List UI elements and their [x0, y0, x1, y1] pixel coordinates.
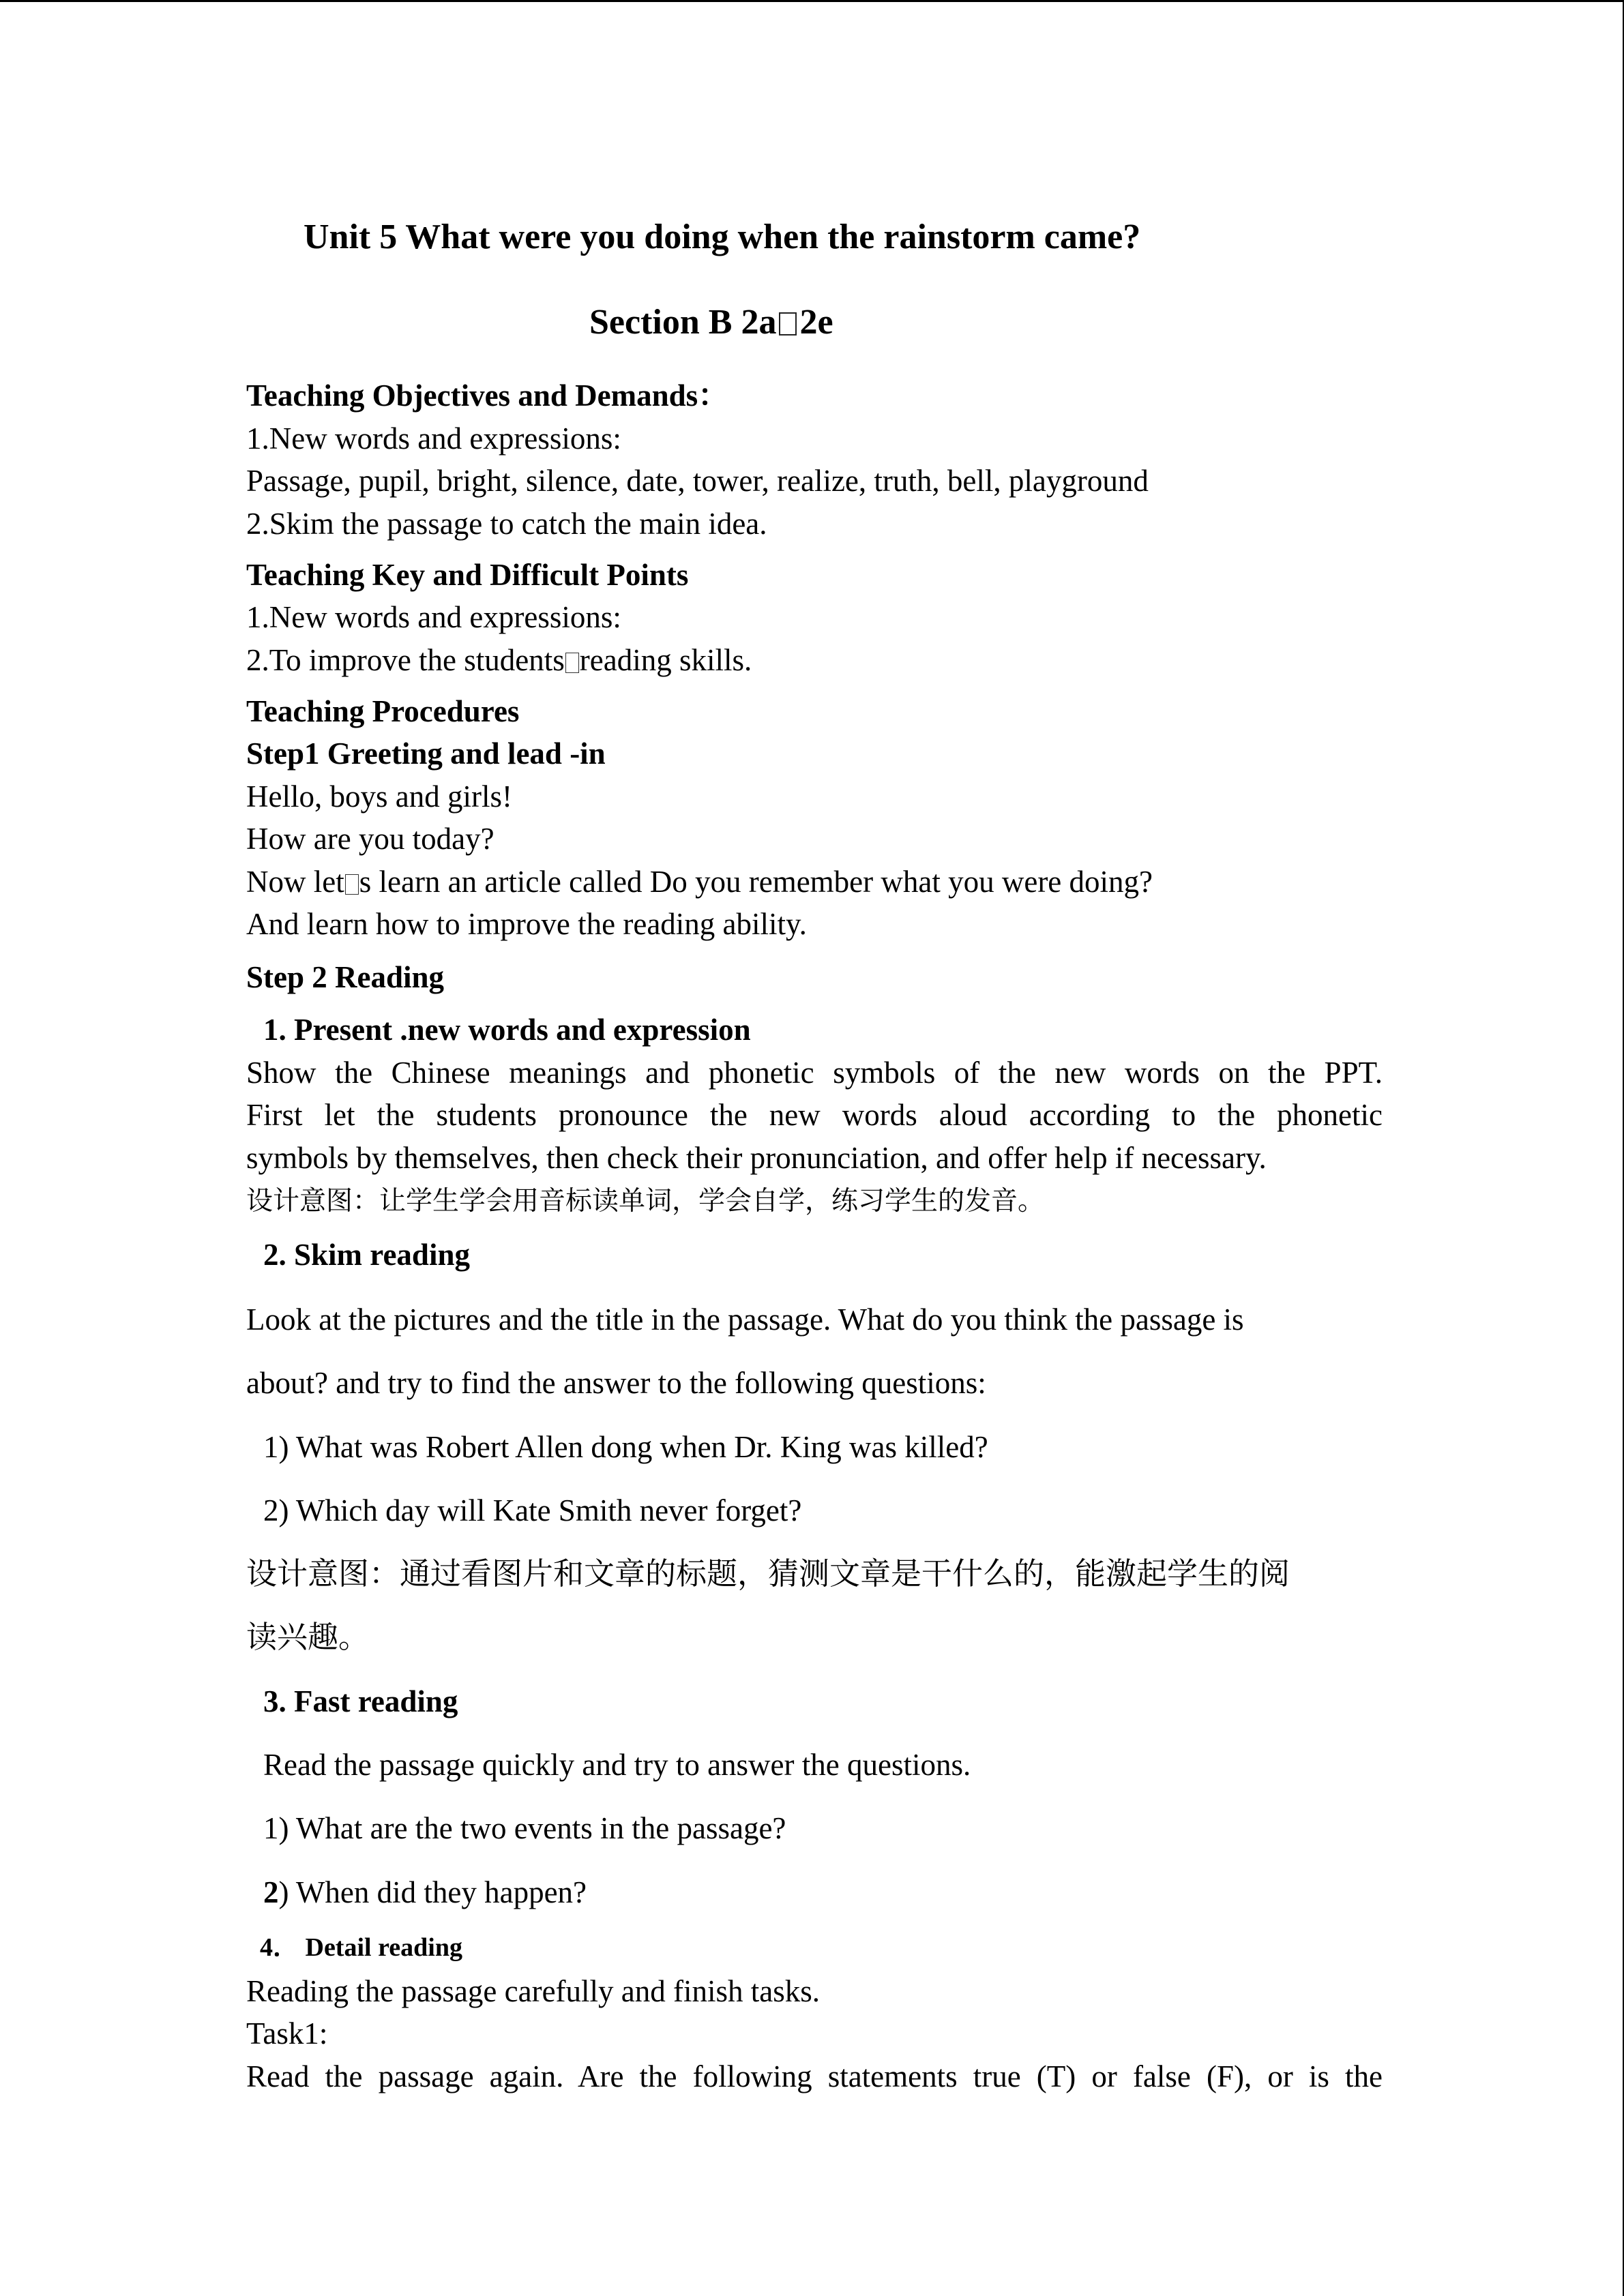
- step2-sub2-design-note-line-1: 设计意图：通过看图片和文章的标题，猜测文章是干什么的，能激起学生的阅: [246, 1557, 1290, 1591]
- step2-sub2-question-2: 2) Which day will Kate Smith never forget?: [263, 1493, 802, 1527]
- key-points-item-2-a: 2.To improve the students: [246, 643, 565, 677]
- missing-glyph-box: [565, 653, 579, 673]
- step1-line-2: How are you today?: [246, 822, 494, 856]
- objectives-item-1: 1.New words and expressions:: [246, 421, 621, 456]
- missing-glyph-box: [345, 874, 359, 895]
- step2-sub1-design-note: 设计意图：让学生学会用音标读单词，学会自学，练习学生的发音。: [246, 1187, 1045, 1216]
- missing-glyph-box: [779, 312, 797, 336]
- step2-sub3-heading: 3. Fast reading: [263, 1684, 458, 1718]
- step1-line-3: [246, 865, 1153, 900]
- step2-sub2-paragraph-line-2: about? and try to find the answer to the following questions:: [246, 1366, 986, 1400]
- key-points-heading: Teaching Key and Difficult Points: [246, 558, 689, 592]
- section-subtitle: [589, 302, 833, 343]
- step2-sub3-paragraph: Read the passage quickly and try to answer the questions.: [263, 1748, 971, 1782]
- step2-sub3-question-1: 1) What are the two events in the passage?: [263, 1811, 786, 1845]
- document-title: Unit 5 What were you doing when the rainstorm came?: [304, 218, 1141, 256]
- page-top-border: [0, 0, 1624, 2]
- section-subtitle-right: 2e: [799, 303, 833, 342]
- step2-sub2-paragraph-line-1: Look at the pictures and the title in the passage. What do you think the passage is: [246, 1302, 1244, 1337]
- step2-sub4-heading: 4． Detail reading: [260, 1933, 462, 1962]
- step2-sub3-question-2-number: 2: [263, 1875, 279, 1909]
- step2-sub3-question-2: [263, 1875, 587, 1911]
- step1-line-4: And learn how to improve the reading ability.: [246, 907, 807, 941]
- step2-sub1-paragraph-line-2: First let the students pronounce the new words aloud according to the phonetic: [246, 1098, 1383, 1132]
- step1-heading: Step1 Greeting and lead -in: [246, 736, 606, 771]
- step2-sub4-task-line: Read the passage again. Are the following statements true (T) or false (F), or is the: [246, 2059, 1383, 2093]
- step2-sub4-paragraph: Reading the passage carefully and finish tasks.: [246, 1974, 821, 2008]
- key-points-item-1: 1.New words and expressions:: [246, 600, 621, 634]
- step1-line-3-a: Now let: [246, 865, 344, 899]
- objectives-item-2: 2.Skim the passage to catch the main idea.: [246, 507, 767, 541]
- step1-line-3-b: s learn an article called Do you remember what you were doing?: [359, 865, 1153, 899]
- step1-line-1: Hello, boys and girls!: [246, 779, 512, 814]
- step2-sub2-heading: 2. Skim reading: [263, 1238, 470, 1272]
- objectives-words: Passage, pupil, bright, silence, date, tower, realize, truth, bell, playground: [246, 464, 1149, 498]
- step2-heading: Step 2 Reading: [246, 960, 445, 994]
- step2-sub4-task-label: Task1:: [246, 2016, 328, 2051]
- procedures-heading: Teaching Procedures: [246, 694, 520, 728]
- key-points-item-2: [246, 643, 752, 679]
- step2-sub3-question-2-text: ) When did they happen?: [278, 1875, 587, 1909]
- step2-sub1-paragraph-line-3: symbols by themselves, then check their pronunciation, and offer help if necessary.: [246, 1141, 1267, 1175]
- step2-sub1-heading: 1. Present .new words and expression: [263, 1013, 751, 1047]
- step2-sub2-design-note-line-2: 读兴趣。: [246, 1620, 370, 1654]
- step2-sub1-paragraph-line-1: Show the Chinese meanings and phonetic symbols of the new words on the PPT.: [246, 1056, 1383, 1090]
- key-points-item-2-b: reading skills.: [579, 643, 752, 677]
- objectives-heading: Teaching Objectives and Demands：: [246, 378, 729, 413]
- step2-sub2-question-1: 1) What was Robert Allen dong when Dr. King was killed?: [263, 1430, 988, 1464]
- section-subtitle-left: Section B 2a: [589, 303, 777, 342]
